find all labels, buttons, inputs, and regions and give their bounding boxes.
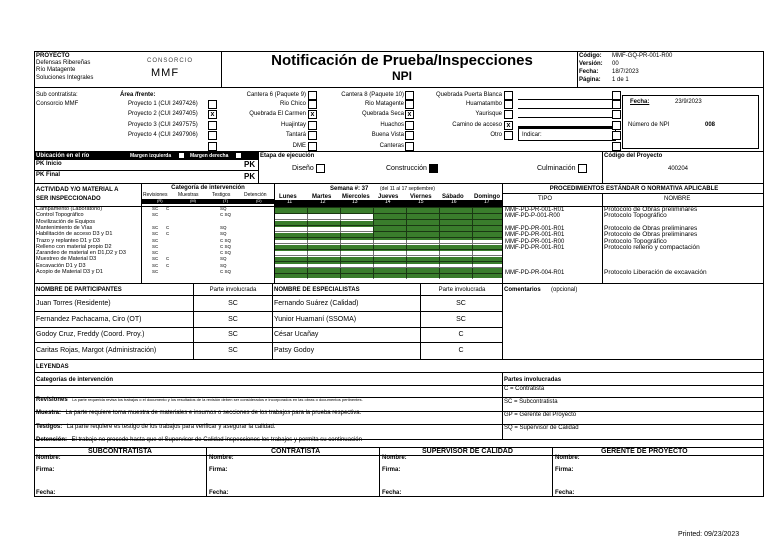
area-checkbox[interactable]	[208, 121, 217, 130]
participant-name[interactable]: Juan Torres (Residente)	[36, 300, 111, 307]
week-range: (del 11 al 17 septiembre)	[380, 186, 435, 192]
category-mark: C	[166, 206, 170, 211]
category-mark: SQ	[220, 231, 227, 237]
legend-text: La parte requerida revisa los trabajos o el documento y los resultados de la revisión deben ser considerados e incorporados en las obras o documentos pertinentes.	[72, 397, 363, 402]
category-mark: C	[166, 262, 170, 268]
procedure-name: Protocolo Topográfico	[604, 237, 667, 245]
margen-izq-checkbox[interactable]	[178, 152, 185, 159]
procedure-type: MMF-PD-PR-001-R01	[505, 244, 565, 251]
procedure-type: MMF-PD-PR-001-R01	[505, 225, 565, 232]
specialist-name[interactable]: Yunior Huamaní (SSOMA)	[274, 315, 357, 323]
area-option: Rio Matagente	[364, 101, 404, 107]
procedure-name: Protocolo de Obras preliminares	[604, 206, 698, 213]
procedure-type: MMF-PD-PR-001-R01	[505, 232, 565, 239]
codigo-value: 400204	[668, 166, 689, 172]
signature-name-label: Nombre:	[382, 455, 407, 461]
day-number: 17	[484, 199, 490, 205]
area-checkbox[interactable]	[208, 131, 217, 140]
area-checkbox[interactable]	[504, 131, 513, 140]
date-value: 18/7/2023	[612, 69, 639, 75]
signature-fecha-label: Fecha:	[209, 490, 229, 496]
npi-label: Número de NPI	[628, 122, 670, 128]
indicar-field[interactable]	[518, 128, 616, 141]
legend-term: Muestra:	[36, 410, 62, 416]
legend-parts-title: Partes involucradas	[504, 377, 562, 383]
day-number: 12	[320, 199, 326, 205]
category-sub: Muestras	[178, 192, 199, 198]
margen-der-label: Margen derecha	[190, 153, 229, 159]
area-checkbox[interactable]	[405, 142, 414, 151]
area-option: Quebrada Puerta Blanca	[435, 92, 502, 98]
culminacion-label: Culminación	[537, 165, 576, 172]
category-mark: C SQ	[220, 243, 232, 249]
comments-note: (opcional)	[551, 287, 578, 293]
category-code: (R)	[157, 198, 163, 203]
category-mark: SQ	[220, 206, 227, 211]
signature-firma-label: Firma:	[555, 467, 574, 473]
category-mark: SC	[152, 206, 159, 211]
project-line: Soluciones Integrales	[36, 75, 94, 81]
tipo-label: TIPO	[538, 196, 553, 202]
area-checkbox[interactable]	[405, 91, 414, 100]
signature-role: SUPERVISOR DE CALIDAD	[422, 448, 513, 455]
area-checkbox[interactable]: x	[308, 110, 317, 119]
comments-field[interactable]	[503, 296, 763, 358]
area-checkbox[interactable]: x	[504, 121, 513, 130]
participant-name[interactable]: Fernandez Pachacama, Ciro (OT)	[36, 315, 142, 323]
category-mark: SC	[152, 269, 159, 274]
signature-firma-label: Firma:	[382, 467, 401, 473]
area-label: Área /frente:	[120, 92, 156, 98]
signature-name-label: Nombre:	[36, 455, 61, 461]
area-option: Quebrada El Carmen	[249, 111, 306, 117]
category-mark: C SQ	[220, 269, 232, 274]
specialist-party[interactable]: C	[458, 331, 464, 338]
area-option: DME	[292, 143, 306, 149]
logo-top: CONSORCIO	[147, 58, 194, 64]
date-label: Fecha:	[579, 69, 599, 75]
category-header: Categoría de intervención	[171, 185, 245, 191]
signature-firma-label: Firma:	[209, 467, 228, 473]
pk-final-label: PK Final	[36, 172, 61, 178]
area-checkbox[interactable]	[504, 91, 513, 100]
category-code: (T)	[223, 198, 229, 203]
procedure-type: MMF-PD-PR-001-R00	[505, 238, 565, 245]
code-value: MMF-GQ-PR-001-R00	[612, 53, 673, 59]
pk-final-suffix: PK	[244, 172, 256, 181]
area-option: Buena Vista	[371, 132, 404, 138]
day-number: 11	[287, 199, 293, 205]
code-label: Código:	[579, 53, 602, 59]
area-checkbox[interactable]: x	[208, 110, 217, 119]
signature-firma-label: Firma:	[36, 467, 55, 473]
specialists-header: NOMBRE DE ESPECIALISTAS	[274, 287, 360, 293]
signature-role: SUBCONTRATISTA	[88, 448, 152, 455]
signature-fecha-label: Fecha:	[382, 490, 402, 496]
proc-header: PROCEDIMIENTOS ESTÁNDAR O NORMATIVA APLICABLE	[549, 186, 719, 192]
legend-cat-title: Categorías de intervención	[36, 377, 114, 383]
activity-name: Mantenimiento de Vías	[36, 224, 93, 231]
activity-name: Relleno con material propio D2	[36, 243, 112, 250]
day-label: Jueves	[378, 194, 399, 200]
day-label: Lunes	[279, 194, 297, 200]
day-label: Sábado	[442, 194, 464, 200]
project-label: PROYECTO	[36, 53, 70, 59]
category-mark: SC	[152, 250, 159, 256]
pk-inicio-label: PK Inicio	[36, 161, 62, 167]
specialist-name[interactable]: Fernando Suárez (Calidad)	[274, 300, 359, 307]
category-code: (M)	[190, 198, 196, 203]
activity-name: Excavación D1 y D3	[36, 262, 86, 269]
schedule-grid	[275, 207, 502, 279]
week-label: Semana #: 37	[330, 186, 369, 192]
procedure-name: Protocolo Liberación de excavación	[604, 269, 707, 276]
category-mark: C	[166, 256, 170, 262]
participants-header: NOMBRE DE PARTICIPANTES	[36, 287, 122, 293]
area-option: Cantera 6 (Paquete 9)	[246, 92, 306, 98]
area-option: Cantera 8 (Paquete 10)	[341, 92, 404, 98]
category-mark: SQ	[220, 262, 227, 268]
procedure-name: Protocolo Topográfico	[604, 212, 667, 220]
legend-term: Revisiones	[36, 397, 68, 403]
area-option: Proyecto 4 (CUI 2497906)	[128, 132, 198, 138]
margen-der-checkbox[interactable]	[235, 152, 242, 159]
legend-part: SQ = Supervisor de Calidad	[504, 425, 579, 431]
legend-part: SC = Subcontratista	[504, 399, 558, 405]
area-checkbox[interactable]	[612, 100, 621, 109]
legend-part: C = Contratista	[504, 386, 545, 392]
specialist-name[interactable]: Patsy Godoy	[274, 346, 315, 354]
legend-part: GP = Gerente del Proyecto	[504, 412, 577, 418]
margen-izq-label: Margen izquierda	[130, 153, 172, 159]
signature-role: CONTRATISTA	[271, 448, 321, 455]
area-checkbox[interactable]	[308, 142, 317, 151]
other-area-field[interactable]	[518, 91, 614, 128]
procedure-type: MMF-PD-P-001-R00	[505, 213, 561, 220]
area-checkbox[interactable]: x	[405, 110, 414, 119]
activity-name: Control Topográfico	[36, 212, 84, 219]
area-option: Proyecto 2 (CUI 2497405)	[128, 111, 198, 117]
area-checkbox[interactable]	[504, 110, 513, 119]
activity-name: Muestreo de Material D3	[36, 256, 97, 263]
fecha-value[interactable]: 23/9/2023	[675, 99, 702, 105]
page-label: Página:	[579, 77, 601, 83]
activity-name: Zarandeo de material en D1,D2 y D3	[36, 250, 126, 257]
comments-header: Comentarios	[504, 287, 541, 293]
area-option: Huajintay	[280, 122, 306, 128]
day-label: Viernes	[410, 194, 432, 200]
day-number: 15	[418, 199, 424, 205]
area-checkbox[interactable]	[612, 91, 621, 100]
area-checkbox[interactable]	[612, 110, 621, 119]
category-sub: Revisiones	[143, 192, 168, 198]
specialists-party-header: Parte involucrada	[438, 287, 486, 293]
participant-name[interactable]: Caritas Rojas, Margot (Administración)	[36, 346, 157, 354]
legend-term: Testigos:	[36, 424, 63, 430]
specialist-party[interactable]: SC	[456, 315, 466, 323]
activity-name: Movilización de Equipos	[36, 218, 96, 225]
codigo-label: Código del Proyecto	[604, 153, 663, 159]
signature-name-label: Nombre:	[209, 455, 234, 461]
legend-text: El trabajo no procede hasta que el Supervisor de Calidad inspecciones los trabajos y permita su continuación	[71, 437, 362, 443]
diseno-checkbox[interactable]	[316, 164, 325, 173]
area-option: Huamatambo	[465, 101, 502, 107]
activity-header: ACTIVIDAD Y/O MATERIAL A	[36, 187, 119, 193]
day-label: Domingo	[474, 194, 500, 200]
legend-text: La parte requiere toma muestra de materiales e insumos o secciones de los trabajos para la prueba respectiva.	[65, 410, 362, 416]
category-mark: C SQ	[220, 250, 232, 256]
category-mark: SQ	[220, 224, 227, 230]
project-line: Río Matagente	[36, 67, 76, 73]
participant-party[interactable]: SC	[228, 346, 238, 354]
form-title: Notificación de Prueba/Inspecciones	[271, 52, 533, 69]
category-mark: SC	[152, 231, 159, 237]
nombre-label: NOMBRE	[664, 196, 691, 202]
subcontratista-value: Consorcio MMF	[36, 101, 79, 107]
category-mark: SC	[152, 243, 159, 249]
printed-date: Printed: 09/23/2023	[678, 531, 740, 538]
diseno-label: Diseño	[292, 165, 314, 172]
area-checkbox[interactable]	[612, 131, 621, 140]
participant-party[interactable]: SC	[228, 300, 238, 307]
area-option: Proyecto 3 (CUI 2497575)	[128, 122, 198, 128]
signature-name-label: Nombre:	[555, 455, 580, 461]
area-option: Quebrada Seca	[361, 111, 404, 117]
area-checkbox[interactable]	[308, 100, 317, 109]
area-checkbox[interactable]	[208, 100, 217, 109]
specialist-party[interactable]: SC	[456, 300, 466, 307]
procedure-name: Protocolo de Obras preliminares	[604, 224, 698, 232]
category-mark: C SQ	[220, 237, 232, 243]
area-option: Tantará	[285, 132, 306, 138]
fecha-label: Fecha:	[630, 99, 650, 105]
version-value: 00	[612, 61, 619, 67]
day-number: 16	[451, 199, 457, 205]
subcontratista-label: Sub contratista:	[36, 92, 78, 98]
category-mark: SC	[152, 212, 159, 218]
ubicacion-label: Ubicación en el río	[36, 153, 90, 159]
area-checkbox[interactable]	[612, 142, 621, 151]
signature-fecha-label: Fecha:	[36, 490, 56, 496]
specialist-name[interactable]: César Ucañay	[274, 331, 319, 338]
area-option: Rio Chico	[279, 101, 306, 107]
category-mark: SQ	[220, 256, 227, 262]
activity-name: Habilitación de acceso D3 y D1	[36, 231, 113, 238]
participant-name[interactable]: Godoy Cruz, Freddy (Coord. Proy.)	[36, 331, 145, 338]
area-checkbox[interactable]	[405, 121, 414, 130]
area-checkbox[interactable]	[308, 91, 317, 100]
legend-title: LEYENDAS	[36, 364, 69, 370]
area-checkbox[interactable]	[504, 100, 513, 109]
procedure-type: MMF-PD-PR-004-R01	[505, 270, 565, 276]
activity-name: Acopio de Material D3 y D1	[36, 269, 103, 275]
culminacion-checkbox[interactable]	[578, 164, 587, 173]
area-checkbox[interactable]	[208, 142, 217, 151]
day-label: Martes	[312, 194, 332, 200]
signature-role: GERENTE DE PROYECTO	[601, 448, 688, 455]
participant-party[interactable]: SC	[228, 331, 238, 338]
activity-header: SER INSPECCIONADO	[36, 196, 101, 202]
participant-party[interactable]: SC	[228, 315, 238, 323]
category-mark: C SQ	[220, 212, 232, 218]
npi-value[interactable]: 008	[705, 122, 716, 128]
form-subtitle: NPI	[391, 69, 412, 83]
area-option: Canteras	[379, 143, 404, 149]
participants-party-header: Parte involucrada	[209, 287, 257, 293]
category-mark: SC	[152, 256, 159, 262]
area-option: Camino de acceso	[452, 122, 502, 128]
legend-term: Detención:	[36, 437, 68, 443]
construccion-label: Construcción	[386, 165, 427, 172]
pk-inicio-suffix: PK	[244, 160, 256, 169]
category-sub: Detención	[244, 192, 267, 198]
specialist-party[interactable]: C	[458, 346, 464, 354]
page-value: 1 de 1	[612, 77, 629, 83]
area-checkbox[interactable]	[308, 131, 317, 140]
signature-fecha-label: Fecha:	[555, 490, 575, 496]
category-mark: SC	[152, 237, 159, 243]
category-mark: C	[166, 224, 170, 230]
area-option: Proyecto 1 (CUI 2497426)	[128, 101, 198, 107]
category-code: (D)	[256, 198, 262, 203]
construccion-checkbox[interactable]	[429, 164, 438, 173]
procedure-name: Protocolo de Obras preliminares	[604, 231, 698, 239]
version-label: Versión:	[579, 61, 603, 67]
category-mark: SC	[152, 224, 159, 230]
etapa-label: Etapa de ejecución	[260, 153, 315, 159]
day-number: 14	[385, 199, 391, 205]
area-checkbox[interactable]	[308, 121, 317, 130]
activity-name: Trazo y replanteo D1 y D3	[36, 237, 100, 244]
area-checkbox[interactable]	[405, 131, 414, 140]
category-mark: C	[166, 231, 170, 237]
activity-name: Campamento (Laboratorio)	[36, 206, 103, 212]
legend-item	[36, 429, 362, 445]
day-number: 13	[352, 199, 358, 205]
procedure-name: Protocolo relleno y compactación	[604, 243, 700, 251]
logo-main: MMF	[151, 67, 180, 79]
category-sub: Testigos	[212, 192, 231, 198]
procedure-type: MMF-PD-PR-001-R01	[505, 207, 565, 213]
area-option: Otro	[490, 132, 502, 138]
legend-text: La parte requiere es testigo de los trabajos para verificar y asegurar la calidad.	[66, 424, 276, 430]
area-option: Yaurisque	[475, 111, 502, 117]
day-label: Miercoles	[342, 194, 370, 200]
area-option: Huachos	[380, 122, 404, 128]
project-line: Defensas Ribereñas	[36, 60, 91, 66]
area-checkbox[interactable]	[405, 100, 414, 109]
indicar-label: Indicar:	[522, 132, 542, 138]
area-checkbox[interactable]	[612, 121, 621, 130]
category-mark: SC	[152, 262, 159, 268]
